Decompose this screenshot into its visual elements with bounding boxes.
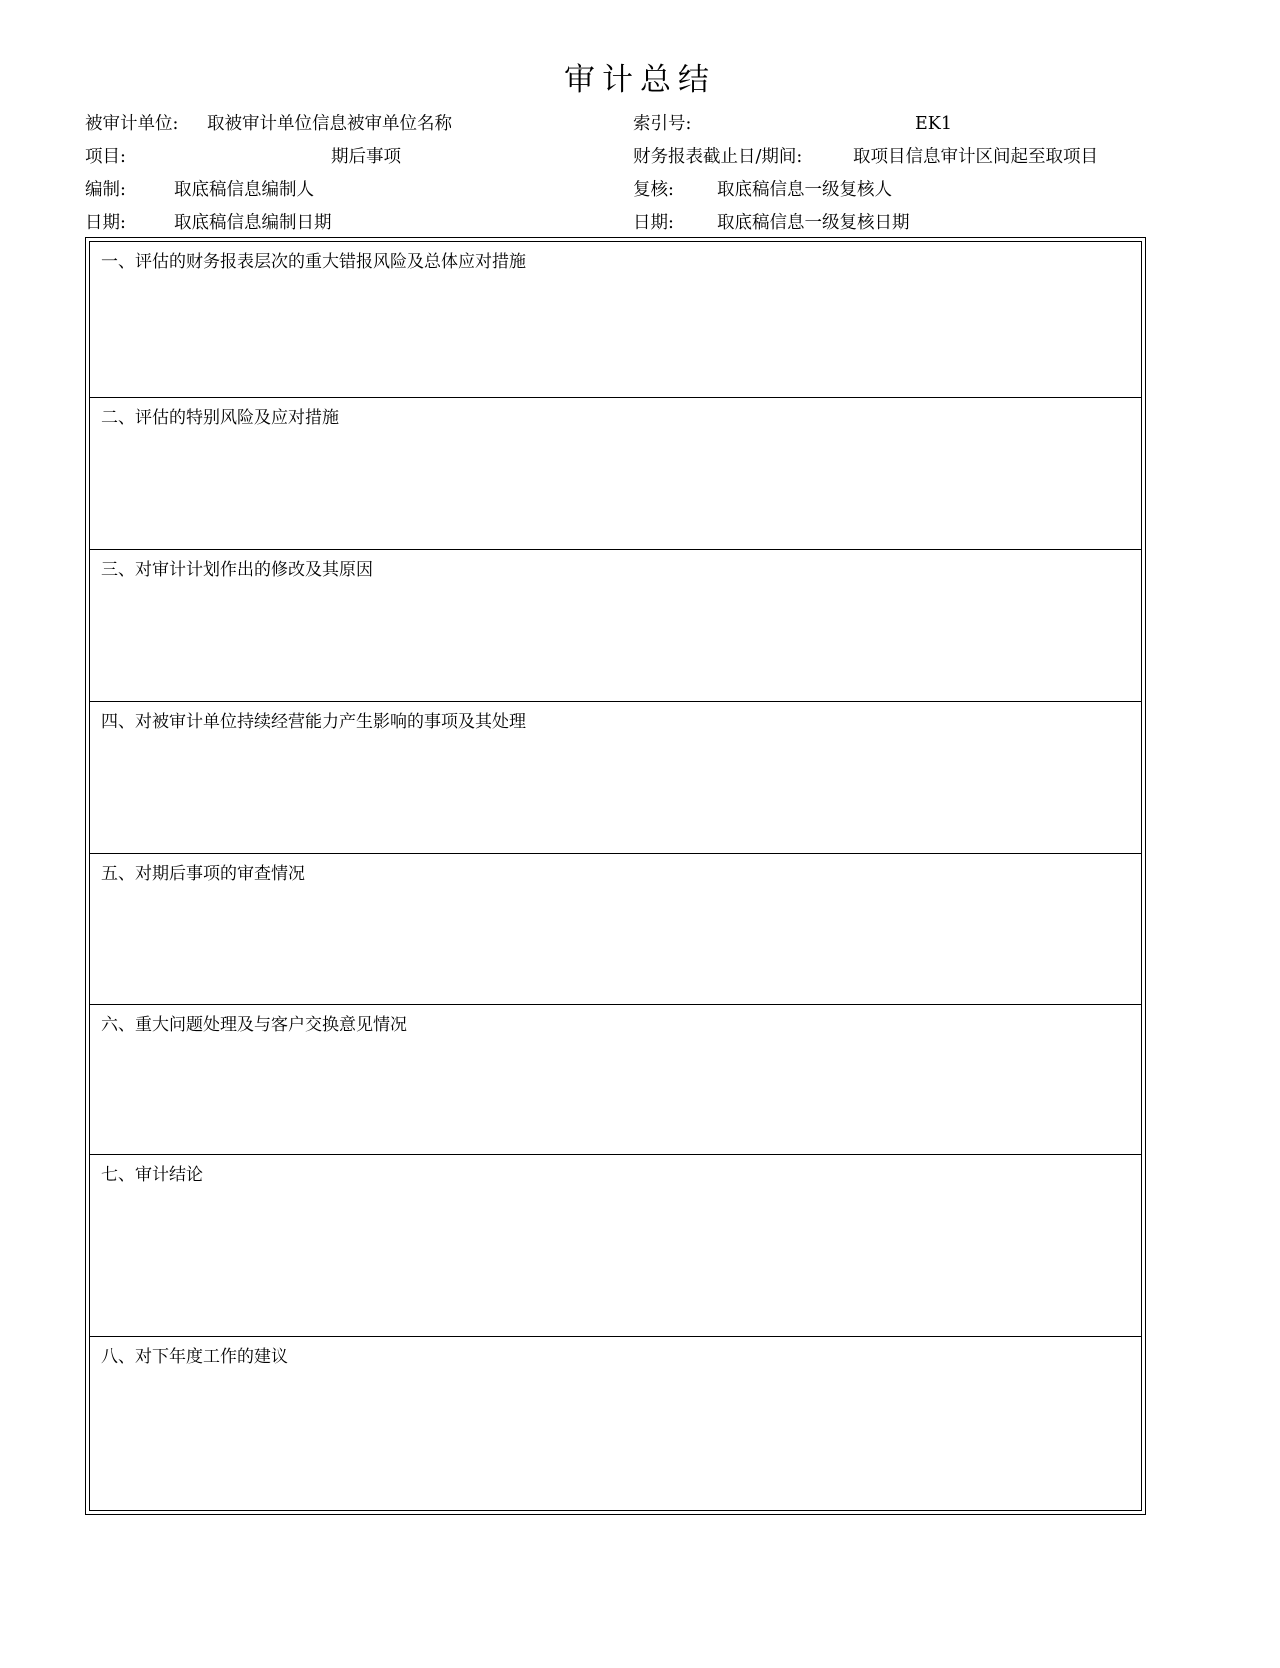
reviewer-value: 取底稿信息一级复核人: [717, 180, 892, 200]
section-7: [90, 1155, 1141, 1337]
section-2-body[interactable]: [101, 434, 1130, 545]
review-date-value: 取底稿信息一级复核日期: [717, 213, 910, 233]
section-3-body[interactable]: [101, 586, 1130, 697]
period-end-label: 财务报表截止日/期间:: [633, 147, 803, 167]
section-8-body[interactable]: [101, 1373, 1130, 1506]
auditee-label: 被审计单位:: [85, 114, 179, 134]
index-number-value: EK1: [915, 114, 952, 134]
audit-summary-table-inner: [89, 241, 1142, 1511]
section-4-body[interactable]: [101, 738, 1130, 849]
auditee-value: 取被审计单位信息被审单位名称: [207, 114, 452, 134]
meta-row: [85, 141, 1280, 174]
section-8-heading: 八、对下年度工作的建议: [101, 1347, 288, 1368]
preparer-label: 编制:: [85, 180, 126, 200]
section-8: [90, 1337, 1141, 1511]
review-date-label: 日期:: [633, 213, 674, 233]
preparer-value: 取底稿信息编制人: [174, 180, 314, 200]
reviewer-label: 复核:: [633, 180, 674, 200]
section-3-heading: 三、对审计计划作出的修改及其原因: [101, 559, 373, 580]
section-5-heading: 五、对期后事项的审查情况: [101, 863, 305, 884]
prepare-date-value: 取底稿信息编制日期: [174, 213, 332, 233]
section-1-body[interactable]: [101, 278, 1130, 393]
section-2: [90, 398, 1141, 550]
section-6-body[interactable]: [101, 1041, 1130, 1150]
project-label: 项目:: [85, 147, 126, 167]
section-1: [90, 242, 1141, 398]
page-title: 审计总结: [564, 62, 716, 98]
section-5: [90, 854, 1141, 1006]
section-7-body[interactable]: [101, 1191, 1130, 1332]
audit-summary-table: [85, 237, 1146, 1515]
section-3: [90, 550, 1141, 702]
section-1-heading: 一、评估的财务报表层次的重大错报风险及总体应对措施: [101, 252, 526, 272]
header-meta-block: [85, 108, 1280, 240]
section-4-heading: 四、对被审计单位持续经营能力产生影响的事项及其处理: [101, 711, 526, 732]
prepare-date-label: 日期:: [85, 213, 126, 233]
index-number-label: 索引号:: [633, 114, 692, 134]
section-7-heading: 七、审计结论: [101, 1165, 203, 1186]
section-6-heading: 六、重大问题处理及与客户交换意见情况: [101, 1015, 407, 1036]
meta-row: [85, 207, 1280, 240]
meta-row: [85, 174, 1280, 207]
project-value: 期后事项: [331, 147, 401, 167]
period-end-value: 取项目信息审计区间起至取项目: [853, 147, 1098, 167]
meta-row: [85, 108, 1280, 141]
section-2-heading: 二、评估的特别风险及应对措施: [101, 407, 339, 428]
section-5-body[interactable]: [101, 890, 1130, 1001]
section-6: [90, 1005, 1141, 1155]
section-4: [90, 702, 1141, 854]
